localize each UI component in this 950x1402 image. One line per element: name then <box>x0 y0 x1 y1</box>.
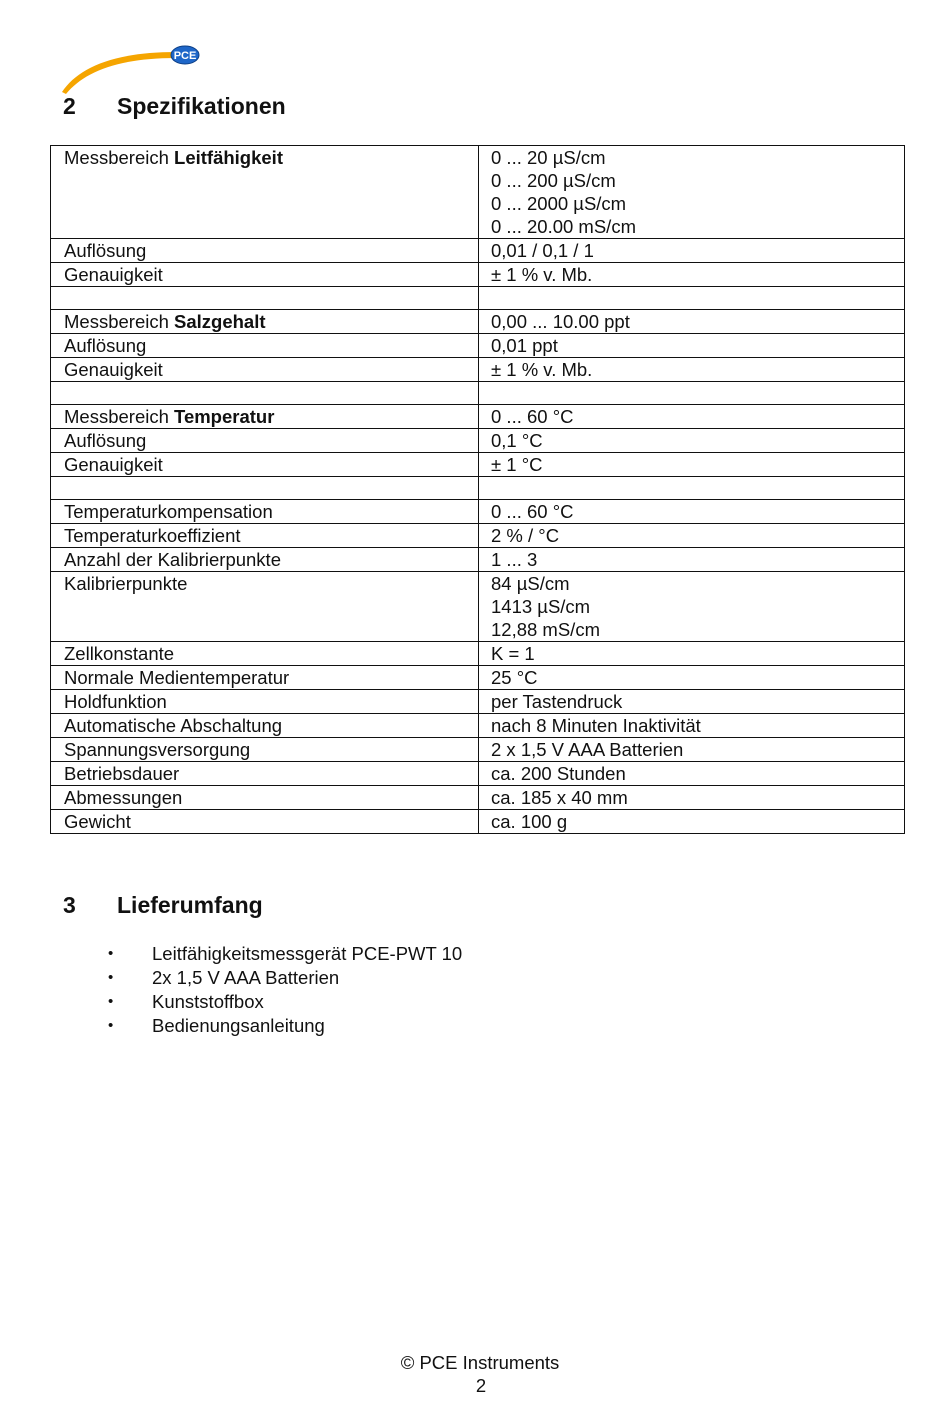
spec-value: K = 1 <box>491 643 535 664</box>
spec-value: 1413 µS/cm <box>491 596 591 617</box>
spec-value-cell <box>479 382 905 405</box>
spec-value: 0,1 °C <box>491 430 543 451</box>
spec-label-emphasis: Temperatur <box>174 406 275 427</box>
spec-label-cell <box>51 738 479 762</box>
table-row <box>51 146 905 239</box>
table-row <box>51 666 905 690</box>
bullet-icon: • <box>108 969 114 986</box>
spec-label-emphasis: Leitfähigkeit <box>174 147 283 168</box>
pce-logo <box>58 40 208 96</box>
spec-label-cell <box>51 810 479 834</box>
spec-label-cell <box>51 429 479 453</box>
table-row <box>51 334 905 358</box>
spec-value-cell <box>479 310 905 334</box>
spec-label-cell <box>51 334 479 358</box>
spec-value: 12,88 mS/cm <box>491 619 600 640</box>
spec-value-cell <box>479 146 905 239</box>
spec-value: ca. 200 Stunden <box>491 763 626 784</box>
spec-label: Genauigkeit <box>64 359 163 380</box>
table-row <box>51 263 905 287</box>
table-row <box>51 738 905 762</box>
spec-value: 1 ... 3 <box>491 549 538 570</box>
spec-label-cell <box>51 642 479 666</box>
spec-value: 84 µS/cm <box>491 573 570 594</box>
spec-value: 25 °C <box>491 667 538 688</box>
spec-value-cell <box>479 263 905 287</box>
spec-label-cell <box>51 666 479 690</box>
section-heading-delivery <box>63 892 263 919</box>
spec-label-prefix: Messbereich <box>64 311 175 332</box>
spec-value: 0 ... 60 °C <box>491 406 574 427</box>
spec-value: ca. 100 g <box>491 811 568 832</box>
spec-value-cell <box>479 287 905 310</box>
spec-value: 0,01 ppt <box>491 335 558 356</box>
list-item <box>108 1014 462 1038</box>
spec-label-cell <box>51 382 479 405</box>
spec-value-cell <box>479 453 905 477</box>
section-number: 2 <box>63 93 76 119</box>
spec-value-cell <box>479 690 905 714</box>
spec-value-cell <box>479 500 905 524</box>
table-row <box>51 714 905 738</box>
spec-value-cell <box>479 524 905 548</box>
spec-label-prefix: Messbereich <box>64 406 175 427</box>
logo-text: PCE <box>173 50 197 62</box>
table-row <box>51 405 905 429</box>
spec-label-cell <box>51 263 479 287</box>
table-row <box>51 358 905 382</box>
spec-value-cell <box>479 548 905 572</box>
spec-label: Temperaturkoeffizient <box>64 525 241 546</box>
spec-label-cell <box>51 146 479 239</box>
spec-label: Auflösung <box>64 335 147 356</box>
spec-value-cell <box>479 762 905 786</box>
spec-value: 2 x 1,5 V AAA Batterien <box>491 739 684 760</box>
table-row <box>51 548 905 572</box>
list-item <box>108 990 462 1014</box>
spec-label: Auflösung <box>64 430 147 451</box>
table-row <box>51 524 905 548</box>
table-row <box>51 310 905 334</box>
spec-label-emphasis: Salzgehalt <box>174 311 266 332</box>
list-item-text: 2x 1,5 V AAA Batterien <box>152 967 340 988</box>
table-row <box>51 690 905 714</box>
spec-value-cell <box>479 239 905 263</box>
spec-value: ca. 185 x 40 mm <box>491 787 628 808</box>
spec-label: Temperaturkompensation <box>64 501 273 522</box>
spec-label: Genauigkeit <box>64 264 163 285</box>
spec-value-cell <box>479 714 905 738</box>
spec-value: 0 ... 20.00 mS/cm <box>491 216 636 237</box>
spec-label-cell <box>51 287 479 310</box>
spec-label: Kalibrierpunkte <box>64 573 188 594</box>
spec-label: Anzahl der Kalibrierpunkte <box>64 549 281 570</box>
spec-label: Automatische Abschaltung <box>64 715 283 736</box>
spec-label: Abmessungen <box>64 787 183 808</box>
spec-label-cell <box>51 358 479 382</box>
spec-value-cell <box>479 572 905 642</box>
pce-logo-icon <box>58 40 208 96</box>
spec-label: Betriebsdauer <box>64 763 180 784</box>
spec-value: ± 1 °C <box>491 454 543 475</box>
section-title: Lieferumfang <box>117 892 263 918</box>
spec-value-cell <box>479 810 905 834</box>
spec-label-cell <box>51 572 479 642</box>
delivery-list <box>108 942 462 1038</box>
spec-value-cell <box>479 334 905 358</box>
spec-value-cell <box>479 666 905 690</box>
table-row <box>51 810 905 834</box>
spacer-row <box>51 382 905 405</box>
spec-value: 0,00 ... 10.00 ppt <box>491 311 630 332</box>
spacer-row <box>51 477 905 500</box>
bullet-icon: • <box>108 993 114 1010</box>
spec-label: Normale Medientemperatur <box>64 667 290 688</box>
spec-value: nach 8 Minuten Inaktivität <box>491 715 701 736</box>
spec-value: 2 % / °C <box>491 525 560 546</box>
spec-label-cell <box>51 786 479 810</box>
spec-value: per Tastendruck <box>491 691 623 712</box>
spec-label-cell <box>51 500 479 524</box>
spec-label-cell <box>51 714 479 738</box>
spec-value-cell <box>479 358 905 382</box>
table-row <box>51 642 905 666</box>
table-row <box>51 762 905 786</box>
specifications-table <box>50 145 905 834</box>
spec-value: ± 1 % v. Mb. <box>491 264 593 285</box>
spacer-row <box>51 287 905 310</box>
table-row <box>51 239 905 263</box>
spec-label: Auflösung <box>64 240 147 261</box>
section-number: 3 <box>63 892 76 918</box>
bullet-icon: • <box>108 945 114 962</box>
spec-label-cell <box>51 239 479 263</box>
spec-label-cell <box>51 405 479 429</box>
list-item <box>108 966 462 990</box>
spec-label-cell <box>51 690 479 714</box>
spec-label: Genauigkeit <box>64 454 163 475</box>
footer-copyright: © PCE Instruments <box>400 1352 560 1373</box>
spec-label-cell <box>51 453 479 477</box>
spec-label-cell <box>51 762 479 786</box>
spec-label: Holdfunktion <box>64 691 167 712</box>
spec-value: 0,01 / 0,1 / 1 <box>491 240 594 261</box>
spec-value-cell <box>479 642 905 666</box>
spec-value-cell <box>479 429 905 453</box>
spec-label-cell <box>51 477 479 500</box>
section-title: Spezifikationen <box>117 93 286 119</box>
table-row <box>51 572 905 642</box>
list-item-text: Kunststoffbox <box>152 991 264 1012</box>
spec-label: Spannungsversorgung <box>64 739 251 760</box>
list-item-text: Bedienungsanleitung <box>152 1015 325 1036</box>
spec-label-cell <box>51 310 479 334</box>
spec-label: Zellkonstante <box>64 643 175 664</box>
list-item <box>108 942 462 966</box>
bullet-icon: • <box>108 1017 114 1034</box>
spec-label-cell <box>51 524 479 548</box>
spec-value: ± 1 % v. Mb. <box>491 359 593 380</box>
spec-label-prefix: Messbereich <box>64 147 175 168</box>
table-row <box>51 429 905 453</box>
spec-value-cell <box>479 477 905 500</box>
spec-label-cell <box>51 548 479 572</box>
spec-value: 0 ... 20 µS/cm <box>491 147 606 168</box>
spec-value-cell <box>479 786 905 810</box>
spec-value-cell <box>479 738 905 762</box>
table-row <box>51 786 905 810</box>
table-row <box>51 500 905 524</box>
list-item-text: Leitfähigkeitsmessgerät PCE-PWT 10 <box>152 943 463 964</box>
spec-value: 0 ... 200 µS/cm <box>491 170 616 191</box>
spec-label: Gewicht <box>64 811 131 832</box>
spec-value-cell <box>479 405 905 429</box>
spec-value: 0 ... 60 °C <box>491 501 574 522</box>
table-row <box>51 453 905 477</box>
section-heading-specifications <box>63 93 286 120</box>
page-number: 2 <box>475 1375 487 1396</box>
spec-value: 0 ... 2000 µS/cm <box>491 193 627 214</box>
